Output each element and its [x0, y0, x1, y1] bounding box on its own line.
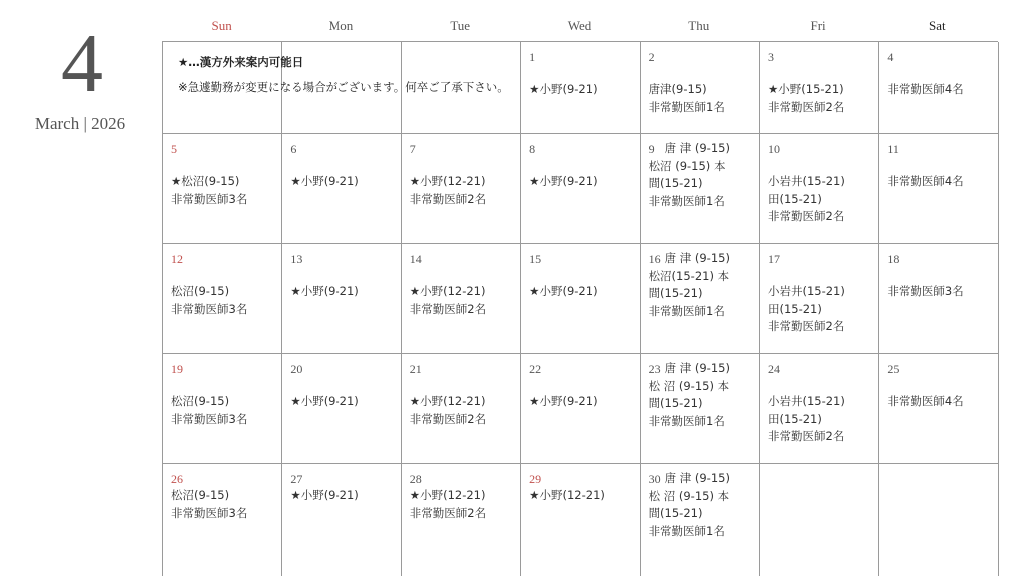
day-number: 11: [887, 142, 899, 156]
schedule-entry: 小岩井(15-21): [767, 394, 845, 408]
day-number: 13: [290, 252, 303, 266]
calendar-day-cell: [760, 134, 879, 244]
schedule-entry: 間(15-21): [648, 396, 703, 410]
schedule-entry: 非常勤医師4名: [887, 174, 964, 188]
calendar-day-cell: [641, 354, 760, 464]
day-number: 14: [409, 252, 422, 266]
calendar-day-cell: [760, 42, 879, 134]
calendar-day-cell: [879, 244, 998, 354]
calendar-day-cell: [163, 134, 282, 244]
schedule-entry: ★小野(9-21): [529, 174, 598, 188]
weekday-sat: Sat: [929, 18, 946, 33]
schedule-entry: 非常勤医師3名: [171, 505, 248, 520]
day-number: 16: [648, 252, 661, 266]
schedule-entry: ★小野(12-21): [529, 488, 605, 502]
calendar-day-cell: [282, 354, 401, 464]
calendar-day-cell: [282, 244, 401, 354]
day-number: 8: [529, 142, 536, 156]
schedule-entry: ★小野(9-21): [529, 284, 598, 298]
schedule-entry: 非常勤医師1名: [648, 303, 725, 318]
schedule-entry: 松 沼 (9-15) 本: [648, 378, 730, 393]
day-number: 24: [767, 362, 780, 376]
schedule-entry: 唐 津 (9-15): [664, 361, 730, 375]
schedule-entry: ★小野(9-21): [529, 394, 598, 408]
schedule-entry: 松 沼 (9-15) 本: [648, 488, 730, 503]
schedule-entry: 松沼(9-15): [171, 394, 230, 408]
schedule-entry: 松沼(15-21) 本: [648, 268, 730, 283]
schedule-entry: ★小野(12-21): [409, 174, 486, 188]
schedule-entry: 田(15-21): [767, 301, 822, 316]
calendar-day-cell: [282, 464, 401, 576]
day-number: 15: [529, 252, 542, 266]
schedule-entry: 非常勤医師2名: [767, 319, 845, 333]
day-number: 17: [767, 252, 780, 266]
schedule-entry: 唐津(9-15): [648, 82, 707, 96]
schedule-entry: 間(15-21): [648, 286, 703, 300]
calendar-day-cell: [879, 354, 998, 464]
legend-title: ★…漢方外来案内可能日: [178, 55, 304, 69]
month-number: 4: [61, 17, 103, 110]
day-number: 25: [887, 362, 900, 376]
schedule-entry: ★小野(9-21): [290, 174, 359, 188]
day-number: 30: [648, 472, 661, 486]
calendar-day-cell: [879, 464, 998, 576]
schedule-entry: 非常勤医師1名: [648, 523, 725, 538]
weekday-tue: Tue: [450, 18, 471, 33]
schedule-entry: 非常勤医師4名: [887, 394, 964, 408]
calendar-day-cell: [402, 244, 521, 354]
calendar-day-cell: [521, 42, 640, 134]
schedule-entry: 松沼(9-15): [171, 488, 230, 502]
calendar-day-cell: [521, 244, 640, 354]
calendar-day-cell: [521, 134, 640, 244]
day-number: 20: [290, 362, 303, 376]
schedule-entry: 田(15-21): [767, 191, 822, 206]
calendar-day-cell: [402, 134, 521, 244]
schedule-entry: 非常勤医師2名: [409, 301, 487, 316]
schedule-entry: 非常勤医師2名: [409, 191, 487, 206]
day-number: 29: [529, 472, 542, 486]
schedule-entry: 非常勤医師4名: [887, 82, 964, 96]
calendar-day-cell: [760, 354, 879, 464]
schedule-entry: 唐 津 (9-15): [664, 251, 730, 265]
calendar-day-cell: [879, 42, 998, 134]
calendar-day-cell: [163, 244, 282, 354]
calendar-day-cell: [521, 464, 640, 576]
day-number: 28: [409, 472, 422, 486]
schedule-entry: 非常勤医師2名: [409, 411, 487, 426]
day-number: 19: [171, 362, 183, 376]
weekday-mon: Mon: [328, 18, 354, 33]
calendar-day-cell: [163, 354, 282, 464]
day-number: 4: [887, 50, 894, 64]
calendar-day-cell: [760, 464, 879, 576]
schedule-entry: ★小野(9-21): [290, 284, 359, 298]
day-number: 10: [767, 142, 780, 156]
calendar-day-cell: [760, 244, 879, 354]
schedule-entry: 非常勤医師2名: [767, 99, 845, 114]
schedule-entry: 非常勤医師3名: [887, 284, 964, 298]
calendar-day-cell: [402, 464, 521, 576]
schedule-entry: ★小野(12-21): [409, 394, 486, 408]
schedule-entry: 唐 津 (9-15): [664, 471, 730, 485]
schedule-entry: 非常勤医師3名: [171, 301, 248, 316]
schedule-entry: 小岩井(15-21): [767, 174, 845, 188]
day-number: 3: [767, 50, 774, 64]
schedule-entry: ★小野(12-21): [409, 488, 486, 502]
schedule-entry: ★小野(9-21): [290, 394, 359, 408]
weekday-fri: Fri: [810, 18, 826, 33]
weekday-sun: Sun: [211, 18, 232, 33]
schedule-entry: 非常勤医師2名: [767, 429, 845, 443]
schedule-entry: 非常勤医師1名: [648, 193, 725, 208]
weekday-header: [162, 18, 997, 36]
calendar-day-cell: [641, 464, 760, 576]
day-number: 21: [409, 362, 422, 376]
schedule-entry: 松沼(9-15): [171, 284, 230, 298]
legend-body: ※急遽勤務が変更になる場合がございます。何卒ご了承下さい。: [178, 80, 509, 94]
calendar-day-cell: [641, 42, 760, 134]
schedule-entry: 間(15-21): [648, 176, 703, 190]
day-number: 5: [171, 142, 177, 156]
calendar-day-cell: [641, 244, 760, 354]
schedule-entry: 唐 津 (9-15): [664, 141, 730, 155]
schedule-entry: 田(15-21): [767, 411, 822, 426]
day-number: 7: [409, 142, 416, 156]
calendar-day-cell: [402, 354, 521, 464]
schedule-entry: 松沼 (9-15) 本: [648, 158, 726, 173]
schedule-entry: 非常勤医師2名: [767, 209, 845, 223]
schedule-entry: 小岩井(15-21): [767, 284, 845, 298]
schedule-entry: ★小野(15-21): [767, 82, 844, 96]
day-number: 27: [290, 472, 303, 486]
schedule-entry: ★小野(12-21): [409, 284, 486, 298]
calendar-day-cell: [521, 354, 640, 464]
schedule-entry: 非常勤医師3名: [171, 411, 248, 426]
weekday-thu: Thu: [688, 18, 710, 33]
schedule-entry: 非常勤医師1名: [648, 413, 725, 428]
calendar-day-cell: [163, 464, 282, 576]
day-number: 2: [648, 50, 655, 64]
calendar-day-cell: [641, 134, 760, 244]
month-year-label: March | 2026: [34, 114, 126, 133]
day-number: 9: [648, 142, 655, 156]
calendar-day-cell: [879, 134, 998, 244]
schedule-entry: 非常勤医師1名: [648, 99, 725, 114]
day-number: 22: [529, 362, 542, 376]
calendar-grid: [162, 41, 998, 576]
schedule-entry: 非常勤医師3名: [171, 191, 248, 206]
schedule-entry: ★小野(9-21): [290, 488, 359, 502]
schedule-entry: 非常勤医師2名: [409, 505, 487, 520]
day-number: 1: [529, 50, 536, 64]
day-number: 12: [171, 252, 183, 266]
schedule-entry: 間(15-21): [648, 506, 703, 520]
day-number: 6: [290, 142, 297, 156]
schedule-entry: ★松沼(9-15): [171, 174, 240, 188]
day-number: 26: [171, 472, 183, 486]
day-number: 23: [648, 362, 661, 376]
schedule-entry: ★小野(9-21): [529, 82, 598, 96]
day-number: 18: [887, 252, 900, 266]
weekday-wed: Wed: [567, 18, 592, 33]
legend-note: [178, 54, 523, 96]
calendar-day-cell: [282, 134, 401, 244]
